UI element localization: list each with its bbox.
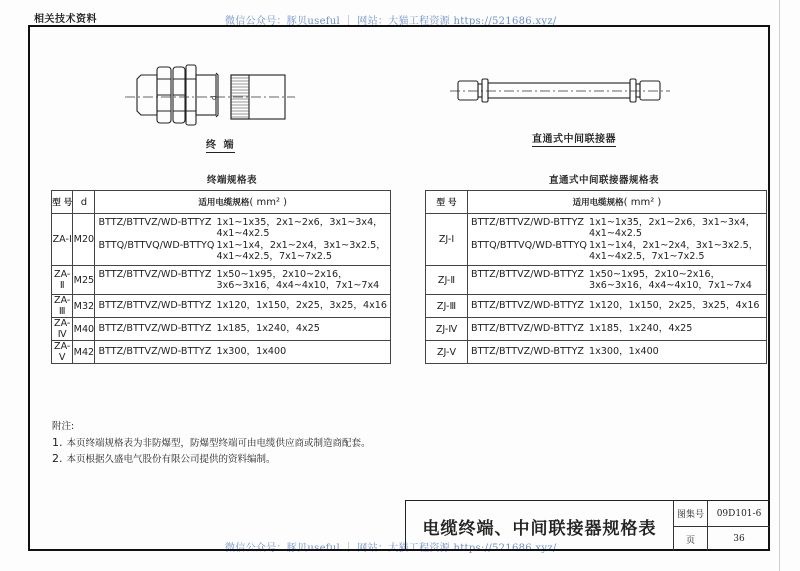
spec-cell	[95, 318, 391, 341]
table-row	[52, 266, 391, 295]
terminal-table-title: 终端规格表	[207, 175, 258, 186]
page-label: 页	[674, 527, 708, 551]
cable-sizes: 4x1~4x2.5，7x1~7x2.5	[216, 251, 332, 262]
atlas-number: 09D101-6	[708, 501, 770, 527]
header-spec: 适用电缆规格( mm² )	[468, 191, 767, 214]
connector-spec-table	[425, 190, 767, 364]
cable-sizes: 4x1~4x2.5，7x1~7x2.5	[589, 251, 705, 262]
connector-drawing	[450, 75, 670, 105]
table-row	[426, 266, 767, 295]
cable-sizes: 1x300，1x400	[589, 346, 659, 358]
terminal-spec-table	[51, 190, 391, 364]
atlas-label: 图集号	[674, 501, 708, 527]
cable-sizes: 4x1~4x2.5	[589, 228, 642, 239]
header-model: 型 号	[426, 191, 468, 214]
header-d: d	[73, 191, 95, 214]
spec-cell	[95, 341, 391, 364]
model-cell: ZJ-Ⅴ	[426, 341, 468, 364]
cable-sizes: 1x50~1x95，2x10~2x16，	[216, 268, 348, 280]
spec-cell	[95, 214, 391, 266]
header-model: 型 号	[52, 191, 73, 214]
cable-sizes: 3x6~3x16，4x4~4x10，7x1~7x4	[589, 280, 752, 291]
terminal-drawing	[125, 55, 295, 135]
cable-sizes: 1x120，1x150，2x25，3x25，4x16	[589, 300, 760, 312]
cable-type	[98, 228, 216, 240]
spec-cell	[95, 295, 391, 318]
table-header-row	[52, 191, 391, 214]
cable-sizes: 1x1~1x35，2x1~2x6，3x1~3x4，	[589, 216, 756, 228]
cable-type: BTTQ/BTTVQ/WD-BTTYQ	[98, 239, 215, 251]
notes-section	[52, 419, 371, 468]
cable-sizes: 1x50~1x95，2x10~2x16，	[589, 268, 721, 280]
model-cell: ZA-Ⅳ	[52, 318, 73, 341]
dimension-d-label: d	[210, 95, 218, 100]
connector-table-title: 直通式中间联接器规格表	[549, 175, 660, 186]
cable-type: BTTZ/BTTVZ/WD-BTTYZ	[98, 216, 212, 228]
d-cell: M25	[73, 266, 95, 295]
cable-type: BTTZ/BTTVZ/WD-BTTYZ	[98, 268, 212, 280]
model-cell: ZJ-Ⅱ	[426, 266, 468, 295]
table-row	[52, 341, 391, 364]
cable-sizes: 1x185，1x240，4x25	[589, 323, 693, 335]
note-item: 2. 本页根据久盛电气股份有限公司提供的资料编制。	[52, 452, 276, 465]
cable-type: BTTZ/BTTVZ/WD-BTTYZ	[98, 323, 212, 335]
spec-cell	[468, 295, 767, 318]
watermark-bottom: 微信公众号：豚贝useful ｜ 网站：大猫工程资源 https://521686.xyz/	[225, 543, 557, 554]
d-cell: M40	[73, 318, 95, 341]
cable-type: BTTZ/BTTVZ/WD-BTTYZ	[98, 300, 212, 312]
cable-type	[98, 280, 216, 292]
drawing-title: 电缆终端、中间联接器规格表	[406, 501, 674, 551]
d-cell: M32	[73, 295, 95, 318]
header-spec: 适用电缆规格( mm² )	[95, 191, 391, 214]
cable-type	[471, 228, 589, 240]
cable-sizes: 1x300，1x400	[216, 346, 287, 358]
cable-sizes: 1x1~1x35，2x1~2x6，3x1~3x4，	[216, 216, 383, 228]
table-row	[52, 318, 391, 341]
d-cell: M20	[73, 214, 95, 266]
cable-sizes: 4x1~4x2.5	[216, 228, 270, 239]
table-row	[426, 318, 767, 341]
cable-type	[98, 251, 216, 263]
scan-edge	[779, 0, 780, 571]
cable-sizes: 3x6~3x16，4x4~4x10，7x1~7x4	[216, 280, 380, 291]
spec-cell	[468, 341, 767, 364]
terminal-caption: 终 端	[206, 136, 235, 153]
cable-type: BTTZ/BTTVZ/WD-BTTYZ	[471, 300, 584, 312]
table-row	[52, 295, 391, 318]
connector-caption: 直通式中间联接器	[532, 130, 616, 147]
cable-type: BTTZ/BTTVZ/WD-BTTYZ	[471, 268, 584, 280]
model-cell: ZA-Ⅲ	[52, 295, 73, 318]
table-header-row	[426, 191, 767, 214]
cable-sizes: 1x185，1x240，4x25	[216, 323, 320, 335]
cable-sizes: 1x1~1x4，2x1~2x4，3x1~3x2.5，	[589, 239, 759, 251]
model-cell: ZJ-Ⅰ	[426, 214, 468, 266]
model-cell: ZA-Ⅴ	[52, 341, 73, 364]
cable-type	[471, 280, 589, 292]
cable-type	[471, 251, 589, 263]
model-cell: ZJ-Ⅳ	[426, 318, 468, 341]
cable-type: BTTZ/BTTVZ/WD-BTTYZ	[471, 323, 584, 335]
notes-heading: 附注:	[52, 421, 75, 432]
watermark-top: 微信公众号：豚贝useful ｜ 网站：大猫工程资源 https://521686.xyz/	[225, 16, 557, 27]
spec-cell	[468, 214, 767, 266]
cable-type: BTTZ/BTTVZ/WD-BTTYZ	[471, 216, 584, 228]
cable-type: BTTQ/BTTVQ/WD-BTTYQ	[471, 239, 587, 251]
table-row	[52, 214, 391, 266]
table-row	[426, 341, 767, 364]
cable-type: BTTZ/BTTVZ/WD-BTTYZ	[98, 346, 212, 358]
table-row	[426, 214, 767, 266]
model-cell: ZA-Ⅰ	[52, 214, 73, 266]
table-row	[426, 295, 767, 318]
spec-cell	[468, 266, 767, 295]
title-block	[405, 500, 770, 551]
model-cell: ZJ-Ⅲ	[426, 295, 468, 318]
model-cell: ZA-Ⅱ	[52, 266, 73, 295]
spec-cell	[468, 318, 767, 341]
cable-type: BTTZ/BTTVZ/WD-BTTYZ	[471, 346, 584, 358]
header-label: 相关技术资料	[34, 14, 97, 25]
spec-cell	[95, 266, 391, 295]
cable-sizes: 1x1~1x4，2x1~2x4，3x1~3x2.5，	[216, 239, 386, 251]
cable-sizes: 1x120，1x150，2x25，3x25，4x16	[216, 300, 387, 312]
d-cell: M42	[73, 341, 95, 364]
page-number: 36	[733, 534, 745, 544]
note-item: 1. 本页终端规格表为非防爆型，防爆型终端可由电缆供应商或制造商配套。	[52, 435, 371, 449]
